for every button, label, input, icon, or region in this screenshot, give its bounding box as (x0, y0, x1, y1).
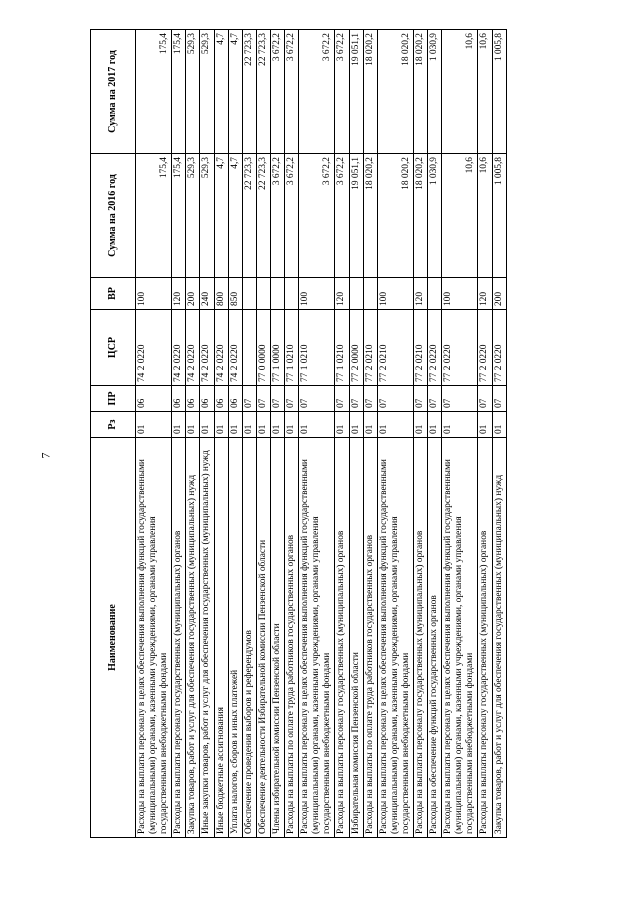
rotated-table-container (90, 30, 640, 838)
cell-name: Расходы на выплаты персоналу государственных (муниципальных) органов (413, 438, 427, 838)
cell-sum-2017: 18 020,2 (363, 30, 377, 154)
cell-csr: 77 0 0000 (256, 310, 270, 386)
cell-sum-2017: 1 030,9 (428, 30, 442, 154)
cell-sum-2016: 529,3 (200, 154, 214, 278)
cell-name: Расходы на выплаты персоналу в целях обеспечения выполнения функций государственными (муниципальными) органами, казенными учреждениями, органами управления государственными внебюджетными фондами (136, 438, 172, 838)
cell-vr: 800 (214, 278, 228, 310)
page-number: 7 (38, 452, 53, 459)
table-row (363, 30, 377, 838)
cell-pr: 06 (200, 386, 214, 412)
cell-sum-2017: 175,4 (136, 30, 172, 154)
cell-csr: 74 2 0220 (214, 310, 228, 386)
table-row (285, 30, 299, 838)
cell-csr: 74 2 0220 (136, 310, 172, 386)
cell-vr: 100 (299, 278, 335, 310)
cell-pr: 07 (299, 386, 335, 412)
table-row (228, 30, 242, 838)
cell-pr: 07 (377, 386, 413, 412)
cell-rz: 01 (349, 412, 363, 438)
table-row (270, 30, 284, 838)
table-row (377, 30, 413, 838)
cell-sum-2017: 18 020,2 (413, 30, 427, 154)
cell-sum-2017: 18 020,2 (377, 30, 413, 154)
table-row (256, 30, 270, 838)
cell-vr (270, 278, 284, 310)
cell-vr: 100 (442, 278, 478, 310)
cell-rz: 01 (270, 412, 284, 438)
cell-sum-2016: 3 672,2 (299, 154, 335, 278)
cell-vr (256, 278, 270, 310)
cell-pr: 06 (214, 386, 228, 412)
cell-sum-2016: 18 020,2 (413, 154, 427, 278)
cell-pr: 07 (363, 386, 377, 412)
cell-rz: 01 (172, 412, 186, 438)
cell-vr: 200 (492, 278, 506, 310)
cell-vr: 120 (335, 278, 349, 310)
cell-name: Расходы на выплаты персоналу государственных (муниципальных) органов (478, 438, 492, 838)
cell-vr: 850 (228, 278, 242, 310)
cell-sum-2016: 529,3 (186, 154, 200, 278)
cell-vr (285, 278, 299, 310)
table-row (428, 30, 442, 838)
cell-sum-2016: 175,4 (136, 154, 172, 278)
cell-sum-2016: 18 020,2 (363, 154, 377, 278)
cell-rz: 01 (442, 412, 478, 438)
cell-csr: 77 1 0210 (285, 310, 299, 386)
cell-pr: 06 (136, 386, 172, 412)
cell-csr: 74 2 0220 (186, 310, 200, 386)
cell-csr: 77 2 0220 (492, 310, 506, 386)
cell-rz: 01 (214, 412, 228, 438)
table-row (214, 30, 228, 838)
cell-vr: 120 (172, 278, 186, 310)
table-row (186, 30, 200, 838)
cell-sum-2017: 19 051,1 (349, 30, 363, 154)
cell-csr: 77 2 0220 (442, 310, 478, 386)
cell-pr: 07 (242, 386, 256, 412)
cell-csr: 77 1 0210 (335, 310, 349, 386)
cell-sum-2016: 4,7 (214, 154, 228, 278)
cell-rz: 01 (377, 412, 413, 438)
cell-pr: 07 (478, 386, 492, 412)
table-row (492, 30, 506, 838)
table-row (200, 30, 214, 838)
header-csr: ЦСР (91, 310, 136, 386)
table-row (335, 30, 349, 838)
cell-sum-2017: 1 005,8 (492, 30, 506, 154)
cell-csr: 74 2 0220 (200, 310, 214, 386)
cell-pr: 07 (492, 386, 506, 412)
cell-vr (363, 278, 377, 310)
cell-rz: 01 (242, 412, 256, 438)
cell-rz: 01 (363, 412, 377, 438)
cell-sum-2016: 3 672,2 (335, 154, 349, 278)
table-row (172, 30, 186, 838)
cell-rz: 01 (299, 412, 335, 438)
cell-name: Расходы на выплаты персоналу в целях обеспечения выполнения функций государственными (муниципальными) органами, казенными учреждениями, органами управления государственными внебюджетными фондами (377, 438, 413, 838)
cell-pr: 07 (285, 386, 299, 412)
cell-rz: 01 (200, 412, 214, 438)
cell-name: Расходы на выплаты персоналу в целях обеспечения выполнения функций государственными (муниципальными) органами, казенными учреждениями, органами управления государственными внебюджетными фондами (442, 438, 478, 838)
table-row (478, 30, 492, 838)
table-row (442, 30, 478, 838)
cell-pr: 06 (172, 386, 186, 412)
cell-sum-2017: 3 672,2 (335, 30, 349, 154)
cell-pr: 07 (335, 386, 349, 412)
cell-rz: 01 (335, 412, 349, 438)
cell-sum-2017: 3 672,2 (285, 30, 299, 154)
cell-rz: 01 (186, 412, 200, 438)
cell-sum-2017: 4,7 (228, 30, 242, 154)
cell-sum-2016: 4,7 (228, 154, 242, 278)
cell-vr (428, 278, 442, 310)
cell-vr: 240 (200, 278, 214, 310)
cell-sum-2016: 1 030,9 (428, 154, 442, 278)
header-vr: ВР (91, 278, 136, 310)
cell-name: Иные бюджетные ассигнования (214, 438, 228, 838)
cell-vr: 200 (186, 278, 200, 310)
cell-csr: 74 2 0220 (172, 310, 186, 386)
cell-pr: 07 (428, 386, 442, 412)
cell-pr: 07 (349, 386, 363, 412)
cell-vr: 120 (413, 278, 427, 310)
cell-csr: 77 2 0210 (363, 310, 377, 386)
cell-sum-2016: 10,6 (478, 154, 492, 278)
cell-pr: 07 (270, 386, 284, 412)
cell-sum-2016: 175,4 (172, 154, 186, 278)
cell-sum-2016: 1 005,8 (492, 154, 506, 278)
cell-pr: 07 (413, 386, 427, 412)
cell-name: Члены избирательной комиссии Пензенской области (270, 438, 284, 838)
cell-name: Уплата налогов, сборов и иных платежей (228, 438, 242, 838)
cell-name: Расходы на обеспечение функций государственных органов (428, 438, 442, 838)
cell-rz: 01 (428, 412, 442, 438)
cell-sum-2016: 19 051,1 (349, 154, 363, 278)
cell-sum-2017: 4,7 (214, 30, 228, 154)
cell-vr: 100 (136, 278, 172, 310)
cell-sum-2016: 3 672,2 (285, 154, 299, 278)
cell-rz: 01 (285, 412, 299, 438)
header-sum-2017: Сумма на 2017 год (91, 30, 136, 154)
cell-vr (242, 278, 256, 310)
cell-pr: 06 (186, 386, 200, 412)
cell-csr: 77 1 0000 (270, 310, 284, 386)
cell-csr: 77 1 0210 (299, 310, 335, 386)
table-row (349, 30, 363, 838)
table-row (242, 30, 256, 838)
table-header-row (91, 30, 136, 838)
cell-rz: 01 (492, 412, 506, 438)
cell-csr: 77 2 0210 (377, 310, 413, 386)
cell-sum-2016: 18 020,2 (377, 154, 413, 278)
cell-name: Расходы на выплаты по оплате труда работников государственных органов (285, 438, 299, 838)
cell-pr: 07 (442, 386, 478, 412)
header-sum-2016: Сумма на 2016 год (91, 154, 136, 278)
cell-rz: 01 (136, 412, 172, 438)
cell-sum-2017: 529,3 (200, 30, 214, 154)
cell-pr: 07 (256, 386, 270, 412)
cell-pr: 06 (228, 386, 242, 412)
cell-csr: 77 2 0210 (413, 310, 427, 386)
header-name: Наименование (91, 438, 136, 838)
table-row (413, 30, 427, 838)
cell-name: Закупка товаров, работ и услуг для обеспечения государственных (муниципальных) нужд (492, 438, 506, 838)
table-row (299, 30, 335, 838)
header-rz: Рз (91, 412, 136, 438)
cell-sum-2016: 3 672,2 (270, 154, 284, 278)
cell-sum-2016: 22 723,3 (256, 154, 270, 278)
cell-sum-2017: 3 672,2 (270, 30, 284, 154)
cell-csr: 77 2 0220 (428, 310, 442, 386)
cell-sum-2017: 3 672,2 (299, 30, 335, 154)
cell-name: Расходы на выплаты по оплате труда работников государственных органов (363, 438, 377, 838)
budget-table (90, 29, 507, 838)
cell-csr (242, 310, 256, 386)
cell-sum-2017: 22 723,3 (242, 30, 256, 154)
header-pr: ПР (91, 386, 136, 412)
cell-name: Расходы на выплаты персоналу в целях обеспечения выполнения функций государственными (муниципальными) органами, казенными учреждениями, органами управления государственными внебюджетными фондами (299, 438, 335, 838)
table-row (136, 30, 172, 838)
cell-vr: 100 (377, 278, 413, 310)
cell-name: Обеспечение деятельности Избирательной комиссии Пензенской области (256, 438, 270, 838)
cell-rz: 01 (228, 412, 242, 438)
cell-csr: 77 2 0000 (349, 310, 363, 386)
cell-csr: 74 2 0220 (228, 310, 242, 386)
cell-rz: 01 (413, 412, 427, 438)
cell-sum-2017: 22 723,3 (256, 30, 270, 154)
cell-sum-2017: 10,6 (478, 30, 492, 154)
cell-sum-2016: 22 723,3 (242, 154, 256, 278)
cell-name: Избирательная комиссия Пензенской области (349, 438, 363, 838)
cell-vr: 120 (478, 278, 492, 310)
cell-name: Закупка товаров, работ и услуг для обеспечения государственных (муниципальных) нужд (186, 438, 200, 838)
cell-sum-2016: 10,6 (442, 154, 478, 278)
cell-sum-2017: 10,6 (442, 30, 478, 154)
cell-name: Обеспечение проведения выборов и референдумов (242, 438, 256, 838)
cell-name: Иные закупки товаров, работ и услуг для обеспечения государственных (муниципальных) нужд (200, 438, 214, 838)
cell-rz: 01 (256, 412, 270, 438)
cell-sum-2017: 529,3 (186, 30, 200, 154)
cell-csr: 77 2 0220 (478, 310, 492, 386)
cell-vr (349, 278, 363, 310)
cell-name: Расходы на выплаты персоналу государственных (муниципальных) органов (172, 438, 186, 838)
cell-sum-2017: 175,4 (172, 30, 186, 154)
cell-rz: 01 (478, 412, 492, 438)
cell-name: Расходы на выплаты персоналу государственных (муниципальных) органов (335, 438, 349, 838)
